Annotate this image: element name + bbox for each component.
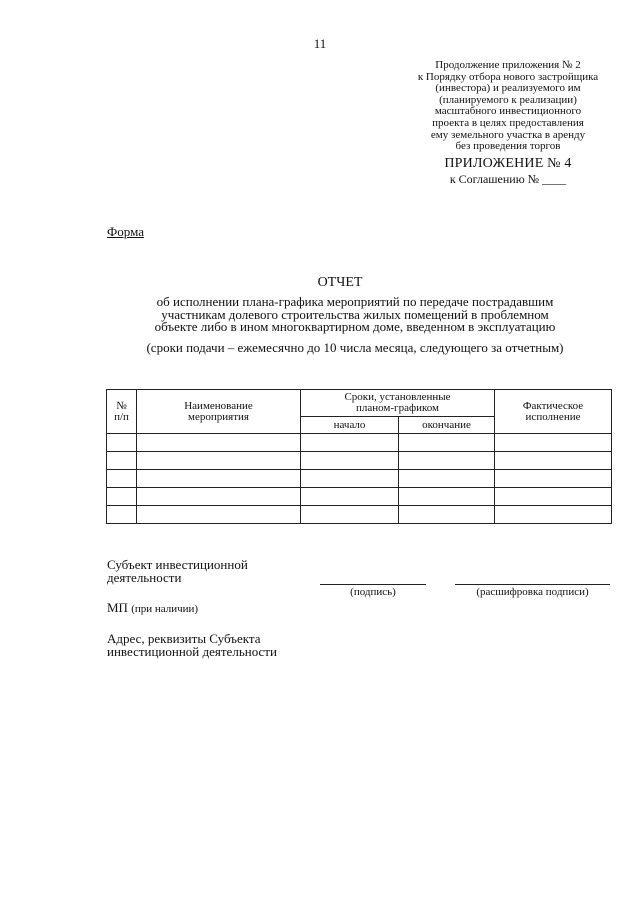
table-cell[interactable] — [301, 488, 399, 506]
table-cell[interactable] — [137, 470, 301, 488]
page-number: 11 — [313, 36, 327, 51]
table-cell[interactable] — [399, 488, 495, 506]
report-description-line: объекте либо в ином многоквартирном доме, введенном в эксплуатацию — [154, 319, 556, 334]
continuation-line: к Порядку отбора нового застройщика — [417, 70, 599, 83]
table-cell[interactable] — [495, 434, 612, 452]
table-cell[interactable] — [495, 488, 612, 506]
address-line: инвестиционной деятельности — [107, 644, 277, 659]
stamp-note: (при наличии) — [131, 603, 199, 615]
report-description — [100, 296, 610, 334]
stamp-label — [107, 600, 198, 616]
header-number-line: п/п — [114, 410, 129, 423]
table-row — [107, 470, 612, 488]
table-cell[interactable] — [399, 506, 495, 524]
table-cell[interactable] — [301, 470, 399, 488]
table-cell[interactable] — [107, 434, 137, 452]
appendix-title: ПРИЛОЖЕНИЕ № 4 — [444, 156, 572, 171]
header-scheduled-terms — [301, 390, 495, 417]
table-cell[interactable] — [399, 452, 495, 470]
table-cell[interactable] — [495, 452, 612, 470]
table-row — [107, 488, 612, 506]
continuation-line: ему земельного участка в аренду — [430, 128, 586, 141]
signer-label-line: деятельности — [107, 570, 182, 585]
header-scheduled-terms-line: планом-графиком — [356, 402, 440, 414]
report-table — [106, 389, 612, 524]
header-scheduled-terms-line: Сроки, установленные — [344, 391, 451, 403]
signature-caption: (подпись) — [350, 586, 396, 598]
table-cell[interactable] — [495, 506, 612, 524]
continuation-line: проекта в целях предоставления — [432, 116, 584, 129]
signer-label-line: Субъект инвестиционной — [107, 557, 248, 572]
stamp-mark: МП — [107, 600, 128, 615]
signer-label — [107, 558, 248, 584]
signature-decoding-line[interactable] — [455, 584, 610, 585]
table-row — [107, 506, 612, 524]
table-cell[interactable] — [301, 506, 399, 524]
appendix-continuation-note — [388, 60, 628, 153]
report-title: ОТЧЕТ — [317, 275, 363, 290]
header-actual-execution — [495, 390, 612, 434]
table-cell[interactable] — [137, 488, 301, 506]
header-actual-execution-line: исполнение — [525, 410, 581, 423]
table-cell[interactable] — [107, 470, 137, 488]
header-number-line: № — [116, 399, 127, 412]
header-number — [107, 390, 137, 434]
table-cell[interactable] — [107, 452, 137, 470]
continuation-line: масштабного инвестиционного — [434, 105, 582, 118]
report-description-line: об исполнении плана-графика мероприятий по передаче пострадавшим — [156, 294, 554, 309]
report-submission-terms: (сроки подачи – ежемесячно до 10 числа месяца, следующего за отчетным) — [146, 340, 564, 355]
address-label — [107, 632, 277, 658]
table-cell[interactable] — [137, 506, 301, 524]
table-cell[interactable] — [399, 470, 495, 488]
header-event-name — [137, 390, 301, 434]
continuation-line: (инвестора) и реализуемого им — [435, 82, 581, 95]
table-row — [107, 452, 612, 470]
header-start: начало — [301, 417, 399, 434]
table-cell[interactable] — [107, 488, 137, 506]
continuation-line: без проведения торгов — [455, 140, 561, 153]
table-cell[interactable] — [399, 434, 495, 452]
table-row — [107, 434, 612, 452]
continuation-line: (планируемого к реализации) — [439, 93, 577, 106]
table-cell[interactable] — [301, 452, 399, 470]
continuation-line: Продолжение приложения № 2 — [435, 59, 581, 71]
table-cell[interactable] — [301, 434, 399, 452]
appendix-header — [388, 156, 628, 187]
table-cell[interactable] — [137, 434, 301, 452]
header-event-name-line: мероприятия — [188, 410, 249, 423]
signature-line[interactable] — [320, 584, 426, 585]
form-label: Форма — [107, 224, 144, 239]
report-description-line: участникам долевого строительства жилых помещений в проблемном — [161, 306, 549, 322]
signature-decoding-caption: (расшифровка подписи) — [476, 586, 589, 598]
header-event-name-line: Наименование — [184, 399, 253, 412]
address-line: Адрес, реквизиты Субъекта — [107, 631, 261, 646]
table-cell[interactable] — [107, 506, 137, 524]
header-end: окончание — [399, 417, 495, 434]
table-cell[interactable] — [495, 470, 612, 488]
appendix-subtitle: к Соглашению № ____ — [449, 172, 567, 186]
header-actual-execution-line: Фактическое — [522, 399, 584, 412]
report-table-body — [107, 434, 612, 524]
table-cell[interactable] — [137, 452, 301, 470]
